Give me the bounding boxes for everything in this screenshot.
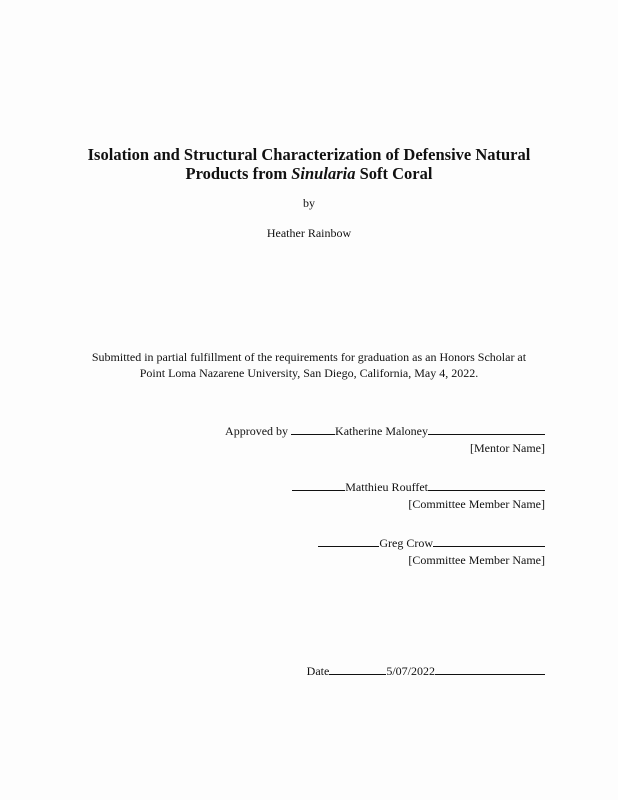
date-line bbox=[307, 663, 545, 680]
committee-1-signature-line bbox=[292, 479, 545, 496]
by-label: by bbox=[303, 196, 315, 210]
mentor-approval bbox=[225, 423, 545, 457]
title-line-2-end: Soft Coral bbox=[355, 164, 433, 183]
date-label: Date bbox=[306, 664, 330, 678]
committee-approval-1 bbox=[292, 479, 545, 513]
blank-line bbox=[329, 664, 386, 675]
blank-line bbox=[318, 536, 379, 547]
blank-line bbox=[428, 480, 545, 491]
title-line-2 bbox=[0, 164, 618, 183]
submission-line-2: Point Loma Nazarene University, San Diego, California, May 4, 2022. bbox=[139, 366, 479, 380]
title-genus: Sinularia bbox=[291, 164, 356, 183]
committee-2-signature-line bbox=[318, 535, 545, 552]
blank-line bbox=[433, 536, 545, 547]
blank-line bbox=[292, 480, 345, 491]
mentor-signature-line bbox=[225, 423, 545, 440]
committee-1-name: Matthieu Rouffet bbox=[345, 480, 428, 494]
committee-approval-2 bbox=[318, 535, 545, 569]
title-line-2-start: Products from bbox=[185, 164, 292, 183]
document-title bbox=[0, 145, 618, 183]
committee-2-role: [Committee Member Name] bbox=[408, 553, 545, 567]
mentor-name: Katherine Maloney bbox=[335, 424, 428, 438]
mentor-role: [Mentor Name] bbox=[470, 441, 545, 455]
title-line-1: Isolation and Structural Characterization of Defensive Natural bbox=[87, 145, 531, 164]
committee-1-role: [Committee Member Name] bbox=[408, 497, 545, 511]
submission-line-1: Submitted in partial fulfillment of the requirements for graduation as an Honors Scholar at bbox=[91, 350, 527, 364]
submission-statement bbox=[0, 349, 618, 381]
blank-line bbox=[428, 424, 545, 435]
approved-by-label: Approved by bbox=[225, 424, 289, 438]
blank-line bbox=[435, 664, 545, 675]
author-name: Heather Rainbow bbox=[266, 226, 352, 240]
date-value: 5/07/2022 bbox=[386, 664, 435, 678]
blank-line bbox=[291, 424, 335, 435]
committee-2-name: Greg Crow bbox=[379, 536, 433, 550]
